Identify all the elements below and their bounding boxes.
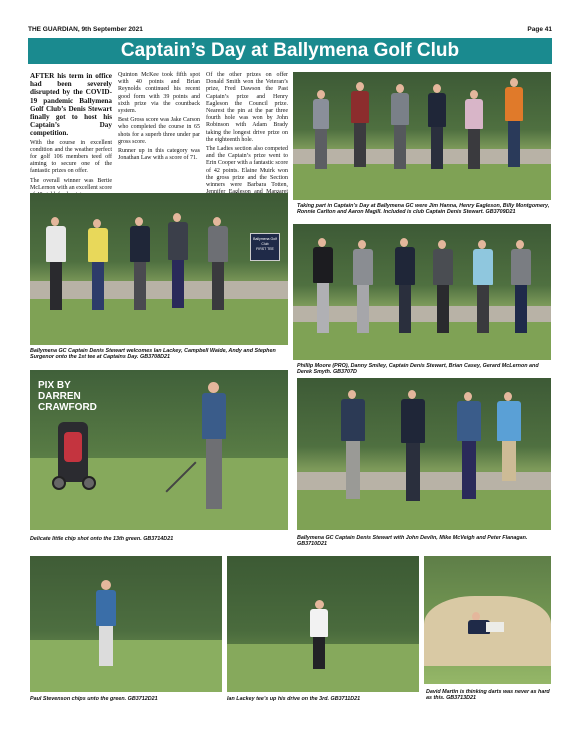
publication-date: THE GUARDIAN, 9th September 2021 (28, 26, 143, 33)
caption-gb3712: Paul Stevenson chips unto the green. GB3712D21 (30, 696, 158, 702)
article-lede: AFTER his term in office had been severely disrupted by the COVID-19 pandemic Ballymena Golf Club’s Denis Stewart finally got to host his Captain’s Day competition. (30, 72, 112, 138)
caption-gb3713: David Martin is thinking darts was never as hard as this. GB3713D21 (426, 689, 550, 702)
caption-gb3707: Phillip Moore (PRO), Danny Smiley, Captain Denis Stewart, Brian Casey, Gerard McLernon and Derek Smyth. GB3707D (297, 363, 539, 376)
masthead (28, 26, 552, 38)
photo-gb3712 (30, 556, 222, 692)
photo-gb3707 (293, 224, 551, 360)
photo-credit-line1: PIX BY (38, 380, 71, 391)
sign-title: Ballymena Golf Club (253, 237, 277, 246)
article-column-2 (118, 72, 200, 188)
photo-gb3710 (297, 378, 551, 530)
article-paragraph: Of the other prizes on offer Donald Smith won the Veteran’s prize, Fred Dawson the Past Captain’s prize and Henry Eagleson the Council prize. Nearest the pin at the par three fourth hole was won by John Robinson with Adam Brady taking the longest drive prize on the eighteenth hole. (206, 72, 288, 143)
article-paragraph: Best Gross score was Jake Carson who completed the course in 65 shots for a superb three under par gross score. (118, 117, 200, 145)
caption-gb3708: Ballymena GC Captain Denis Stewart welcomes Ian Lackey, Campbell Waide, Andy and Stephen Surgenor onto the 1st tee at Captains Day. GB3708D21 (30, 348, 276, 361)
first-tee-sign (250, 233, 280, 261)
photo-gb3708 (30, 193, 288, 345)
caption-gb3710: Ballymena GC Captain Denis Stewart with John Devlin, Mike McVeigh and Peter Flanagan. GB3710D21 (297, 535, 528, 548)
caption-gb3714: Delicate little chip shot onto the 13th green. GB3714D21 (30, 536, 174, 542)
caption-gb3709: Taking part in Captain’s Day at Ballymena GC were Jim Hanna, Henry Eagleson, Billy Montgomery, Ronnie Carlton and Aaron Magill. Included is club Captain Denis Stewart. GB3709D21 (297, 203, 550, 216)
photo-gb3713 (424, 556, 551, 684)
photo-credit (38, 380, 97, 413)
headline: Captain’s Day at Ballymena Golf Club (120, 40, 460, 61)
article-paragraph: The Ladies section also competed and the Captain’s prize went to Erin Cooper with a fantastic score of 42 points. Elaine Muirk won the gross prize and the Section winners were Barbara Totten, (206, 146, 288, 189)
article-body (30, 72, 288, 191)
article-paragraph: Quinton McKee took fifth spot with 40 points and Brian Reynolds continued his recent good form with 39 points and sixth prize via the countback system. (118, 72, 200, 115)
article-paragraph: Runner up in this category was Jonathan Law with a score of 71. (118, 148, 200, 162)
photo-gb3709 (293, 72, 551, 200)
photo-credit-line3: CRAWFORD (38, 402, 97, 413)
article-paragraph: With the course in excellent condition and the weather perfect for golf 106 members teed off aiming to secure one of the fantastic prizes on offer. (30, 139, 112, 175)
photo-gb3711 (227, 556, 419, 692)
golf-bag-trolley (58, 422, 88, 482)
page-number: Page 41 (527, 26, 552, 33)
article-paragraph: The overall winner was Bertie McLernon with an excellent score (30, 177, 112, 191)
headline-banner (28, 38, 552, 64)
sign-subtitle: FIRST TEE (256, 247, 274, 251)
article-column-3 (206, 72, 288, 188)
photo-gb3714 (30, 370, 288, 530)
photo-credit-line2: DARREN (38, 391, 81, 402)
article-column-1 (30, 72, 112, 191)
caption-gb3711: Ian Lackey tee’s up his drive on the 3rd. GB3711D21 (227, 696, 361, 702)
